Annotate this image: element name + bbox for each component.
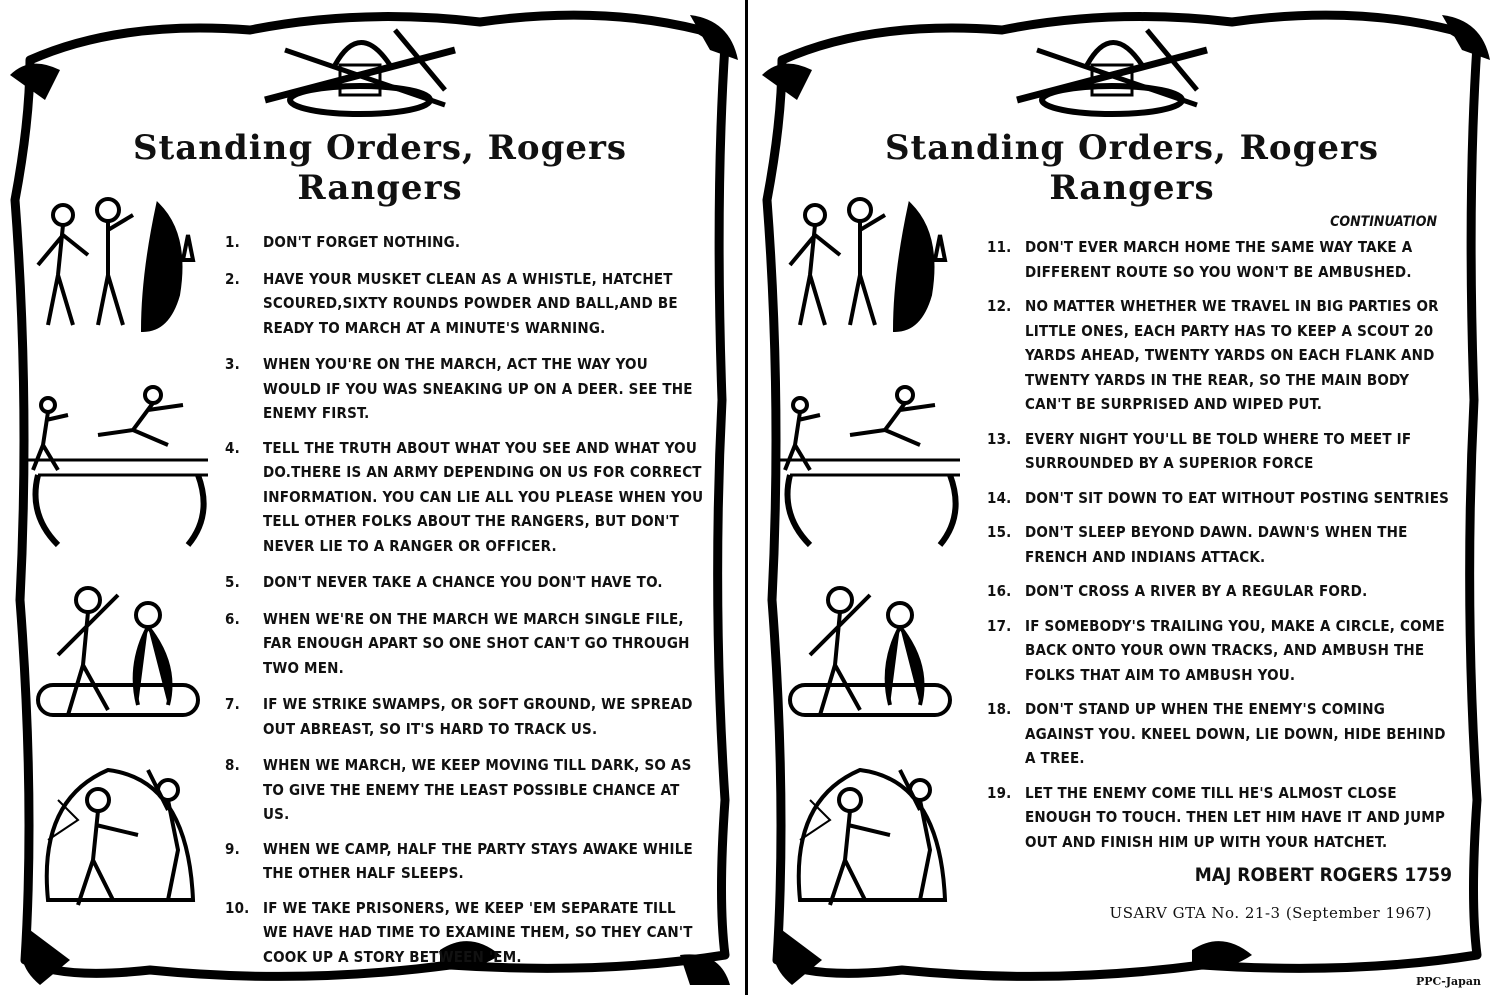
order-text: IF SOMEBODY'S TRAILING YOU, MAKE A CIRCLE, COME BACK ONTO YOUR OWN TRACKS, AND AMBUSH THE FOLKS THAT AIM TO AMBUSH YOU. xyxy=(1025,616,1445,684)
order-item xyxy=(225,837,705,886)
order-number: 14. xyxy=(987,488,1012,507)
order-number: 5. xyxy=(225,573,240,591)
rangers-fighting-illustration xyxy=(770,565,960,725)
powder-horn-emblem xyxy=(245,10,485,120)
order-number: 2. xyxy=(225,269,240,288)
rangers-running-illustration xyxy=(770,375,960,550)
order-item xyxy=(225,436,705,559)
order-text: DON'T STAND UP WHEN THE ENEMY'S COMING AGAINST YOU. KNEEL DOWN, LIE DOWN, HIDE BEHIND A TREE. xyxy=(1025,700,1446,767)
order-item xyxy=(225,607,705,681)
order-text: LET THE ENEMY COME TILL HE'S ALMOST CLOSE ENOUGH TO TOUCH. THEN LET HIM HAVE IT AND JUMP OUT AND FINISH HIM UP WITH YOUR HATCHET. xyxy=(1025,783,1446,851)
printer-mark: PPC-Japan xyxy=(1415,975,1481,988)
order-number: 6. xyxy=(225,609,240,628)
order-text: DON'T EVER MARCH HOME THE SAME WAY TAKE A DIFFERENT ROUTE SO YOU WON'T BE AMBUSHED. xyxy=(1025,238,1413,281)
signature: MAJ ROBERT ROGERS 1759 xyxy=(1194,864,1452,886)
rangers-ambush-illustration xyxy=(770,740,960,920)
order-number: 7. xyxy=(225,695,240,713)
page-title: Standing Orders, Rogers Rangers xyxy=(884,128,1380,208)
order-item xyxy=(987,486,1457,511)
order-text: NO MATTER WHETHER WE TRAVEL IN BIG PARTIES OR LITTLE ONES, EACH PARTY HAS TO KEEP A SCOUT 20 YARDS AHEAD, TWENTY YARDS ON EACH FLANK AND TWENTY YARDS IN THE REAR, SO THE MAIN BODY CAN'T BE SURPRISED AND WIPED PUT. xyxy=(1025,297,1439,413)
order-item xyxy=(987,427,1457,476)
rangers-ambush-illustration xyxy=(18,740,208,920)
page-divider xyxy=(745,0,748,995)
order-number: 9. xyxy=(225,839,240,858)
order-text: WHEN YOU'RE ON THE MARCH, ACT THE WAY YOU WOULD IF YOU WAS SNEAKING UP ON A DEER. SEE THE ENEMY FIRST. xyxy=(263,355,693,422)
order-number: 18. xyxy=(987,700,1012,718)
order-number: 12. xyxy=(987,297,1012,315)
powder-horn-emblem xyxy=(997,10,1237,120)
publication-number: USARV GTA No. 21-3 (September 1967) xyxy=(1109,904,1432,922)
page-title: Standing Orders, Rogers Rangers xyxy=(132,128,628,208)
order-item xyxy=(987,294,1457,417)
orders-list-left xyxy=(225,230,705,969)
order-text: WHEN WE CAMP, HALF THE PARTY STAYS AWAKE WHILE THE OTHER HALF SLEEPS. xyxy=(263,839,693,882)
order-number: 15. xyxy=(987,523,1012,541)
order-item xyxy=(225,692,705,741)
order-item xyxy=(987,235,1457,284)
orders-list-right xyxy=(987,235,1457,854)
order-number: 16. xyxy=(987,582,1012,600)
rangers-standing-illustration xyxy=(770,195,960,335)
order-item xyxy=(987,579,1457,604)
order-item xyxy=(225,753,705,827)
order-item xyxy=(987,614,1457,688)
order-item xyxy=(987,697,1457,771)
rangers-running-illustration xyxy=(18,375,208,550)
order-item xyxy=(987,520,1457,569)
order-text: WHEN WE MARCH, WE KEEP MOVING TILL DARK, SO AS TO GIVE THE ENEMY THE LEAST POSSIBLE CHANCE AT US. xyxy=(263,756,692,823)
left-page xyxy=(0,0,745,995)
order-number: 17. xyxy=(987,616,1012,635)
order-text: DON'T SLEEP BEYOND DAWN. DAWN'S WHEN THE FRENCH AND INDIANS ATTACK. xyxy=(1025,523,1408,566)
order-item xyxy=(987,781,1457,855)
order-number: 19. xyxy=(987,783,1012,802)
order-text: WHEN WE'RE ON THE MARCH WE MARCH SINGLE FILE, FAR ENOUGH APART SO ONE SHOT CAN'T GO THROUGH TWO MEN. xyxy=(263,609,690,677)
right-page xyxy=(752,0,1497,995)
order-item xyxy=(225,352,705,426)
order-number: 3. xyxy=(225,355,240,373)
order-number: 8. xyxy=(225,756,240,774)
order-text: DON'T SIT DOWN TO EAT WITHOUT POSTING SENTRIES xyxy=(1025,488,1450,507)
order-number: 11. xyxy=(987,238,1012,256)
order-text: DON'T FORGET NOTHING. xyxy=(263,233,461,251)
order-text: DON'T NEVER TAKE A CHANCE YOU DON'T HAVE TO. xyxy=(263,573,663,591)
order-text: IF WE TAKE PRISONERS, WE KEEP 'EM SEPARATE TILL WE HAVE HAD TIME TO EXAMINE THEM, SO THEY CAN'T COOK UP A STORY BETWEEN 'EM. xyxy=(263,898,693,966)
order-item xyxy=(225,230,705,255)
order-number: 4. xyxy=(225,438,240,457)
continuation-label: CONTINUATION xyxy=(1330,214,1437,230)
order-text: IF WE STRIKE SWAMPS, OR SOFT GROUND, WE SPREAD OUT ABREAST, SO IT'S HARD TO TRACK US. xyxy=(263,695,693,738)
order-item xyxy=(225,896,705,970)
order-text: TELL THE TRUTH ABOUT WHAT YOU SEE AND WHAT YOU DO.THERE IS AN ARMY DEPENDING ON US FOR CORRECT INFORMATION. YOU CAN LIE ALL YOU PLEASE WHEN YOU TELL OTHER FOLKS ABOUT THE RANGERS, BUT DON'T NEVER LIE TO A RANGER OR OFFICER. xyxy=(263,438,704,555)
rangers-standing-illustration xyxy=(18,195,208,335)
order-number: 13. xyxy=(987,429,1012,448)
order-item xyxy=(225,267,705,341)
rangers-fighting-illustration xyxy=(18,565,208,725)
order-text: EVERY NIGHT YOU'LL BE TOLD WHERE TO MEET IF SURROUNDED BY A SUPERIOR FORCE xyxy=(1025,429,1412,472)
order-text: HAVE YOUR MUSKET CLEAN AS A WHISTLE, HATCHET SCOURED,SIXTY ROUNDS POWDER AND BALL,AND BE READY TO MARCH AT A MINUTE'S WARNING. xyxy=(263,269,678,337)
order-text: DON'T CROSS A RIVER BY A REGULAR FORD. xyxy=(1025,582,1368,600)
order-item xyxy=(225,570,705,595)
order-number: 10. xyxy=(225,898,250,917)
order-number: 1. xyxy=(225,233,240,251)
